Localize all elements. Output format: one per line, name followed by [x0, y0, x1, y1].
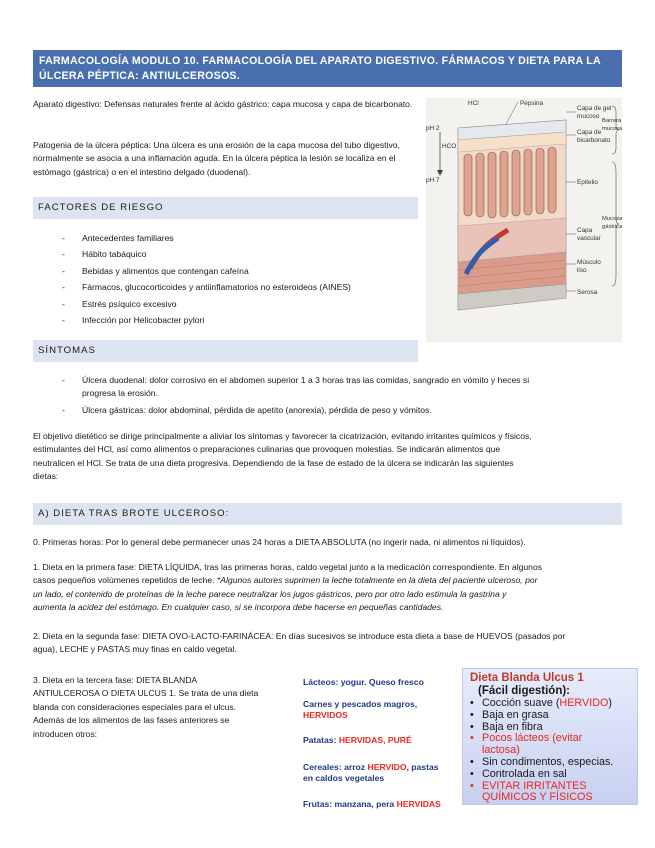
dieta-p1: 1. Dieta en la primera fase: DIETA LÍQUIDA, tras las primeras horas, caldo vegetal junto a la medicación correspondiente. En algunos casos pequeños volúmenes repetidos de leche. *Algunos autores suprimen la leche totalmente en la dieta del paciente ulceroso, por un lado, el contenido de proteínas de la leche parece neutralizar los jugos gástricos, pero por otro lado estimula la gastrina y aumenta la acidez del estómago. En cualquier caso, si se incorpora debe hacerse en pequeñas cantidades. [33, 562, 543, 613]
list-item: • Controlada en sal [470, 769, 631, 781]
dieta-p2: 2. Dieta en la segunda fase: DIETA OVO-LACTO-FARINÁCEA: En días sucesivos se introduce esta dieta a base de HUEVOS (pasados por agua), LECHE y PASTAS muy finas en caldo vegetal. [33, 631, 566, 655]
dieta-heading: A) DIETA TRAS BROTE ULCEROSO: [33, 503, 622, 525]
stomach-wall-diagram [426, 98, 622, 342]
label-barrera-2: mucosa [602, 126, 622, 132]
sintomas-heading: SÍNTOMAS [33, 340, 418, 362]
dieta-ulcus-box [462, 668, 638, 805]
list-item: - Bebidas y alimentos que contengan cafeína [62, 265, 249, 276]
list-item: • Baja en grasa [470, 710, 631, 722]
food-cereales: Cereales: arroz HERVIDO, pastas en caldos vegetales [303, 762, 439, 783]
food-carnes: Carnes y pescados magros, HERVIDOS [303, 699, 418, 720]
list-item: • Pocos lácteos (evitar lactosa) [470, 733, 631, 757]
food-patatas: Patatas: HERVIDAS, PURÉ [303, 735, 412, 745]
objetivo-paragraph: El objetivo dietético se dirige principalmente a aliviar los síntomas y favorecer la cicatrización, evitando irritantes químicos y físicos, estimulantes del HCl, así como alimentos o preparaciones culinarias que provoquen molestias. Se indicarán alimentos que neutralicen el HCl. Se trata de una dieta progresiva. Dependiendo de la fase de estado de la úlcera se indicarán las siguientes dietas: [33, 431, 532, 482]
defensas-paragraph: Aparato digestivo: Defensas naturales frente al ácido gástrico: capa mucosa y capa de bicarbonato. [33, 99, 413, 109]
factores-heading: FACTORES DE RIESGO [33, 197, 418, 219]
label-barrera-1: Barrera [602, 118, 622, 124]
label-serosa: Serosa [577, 289, 598, 296]
list-item: - Infección por Helicobacter pylori [62, 315, 205, 326]
stomach-wall-figure [426, 98, 622, 342]
factores-list [62, 232, 422, 327]
label-ph2: pH 2 [426, 125, 440, 132]
food-frutas: Frutas: manzana, pera HERVIDAS [303, 799, 441, 809]
list-item: - Antecedentes familiares [62, 233, 174, 243]
label-vascular-1: Capa [577, 227, 593, 234]
label-vascular-2: vascular [577, 235, 601, 242]
list-item: • Cocción suave (HERVIDO) [470, 698, 631, 710]
list-item: • EVITAR IRRITANTES QUÍMICOS Y FÍSICOS [470, 781, 631, 805]
label-bic-2: bicarbonato [577, 137, 611, 144]
list-item: - Úlcera duodenal: dolor corrosivo en el abdomen superior 1 a 3 horas tras las comidas, sangrado en vómito y heces si progresa la erosión. [62, 375, 530, 399]
ulcus-subtitle: (Fácil digestión): [478, 685, 570, 697]
list-item: - Fármacos, glucocorticoides y antiinflamatorios no esteroideos (AINES) [62, 282, 351, 293]
ulcus-list [470, 698, 631, 804]
label-hcl: HCl [468, 100, 479, 107]
label-epitelio: Epitelio [577, 179, 598, 186]
dieta-p0: 0. Primeras horas: Por lo general debe permanecer unas 24 horas a DIETA ABSOLUTA (no ingerir nada, ni alimentos ni líquidos). [33, 537, 526, 547]
label-musculo-1: Músculo [577, 259, 601, 266]
list-item: • Baja en fibra [470, 722, 631, 734]
list-item: - Hábito tabáquico [62, 249, 147, 260]
label-gel-1: Capa de gel [577, 105, 612, 112]
label-bic-1: Capa de [577, 129, 602, 136]
sintomas-list [62, 374, 622, 417]
label-pepsina: Pepsina [520, 100, 544, 107]
list-item: • Sin condimentos, especias. [470, 757, 631, 769]
list-item: - Estrés psíquico excesivo [62, 298, 177, 309]
list-item: - Úlcera gástricas: dolor abdominal, pérdida de apetito (anorexia), pérdida de peso y vómitos. [62, 404, 432, 415]
patogenia-paragraph: Patogenia de la úlcera péptica: Una úlcera es una erosión de la capa mucosa del tubo digestivo, normalmente se asocia a una inflamación aguda. En la úlcera péptica la lesión se localiza en el estómago (gástrica) o en el intestino delgado (duodenal). [33, 140, 400, 177]
dieta-p3: 3. Dieta en la tercera fase: DIETA BLANDA ANTIULCEROSA O DIETA ULCUS 1. Se trata de una dieta blanda con consideraciones especiales para el ulcus. Además de los alimentos de las fases anteriores se introducen otros: [33, 675, 259, 739]
label-mucosa-1: Mucosa [602, 216, 622, 222]
label-gel-2: mucoso [577, 113, 600, 120]
page-title: FARMACOLOGÍA MODULO 10. FARMACOLOGÍA DEL APARATO DIGESTIVO. FÁRMACOS Y DIETA PARA LA ÚLCERA PÉPTICA: ANTIULCEROSOS. [33, 50, 622, 87]
label-musculo-2: liso [577, 267, 587, 274]
label-ph7: pH 7 [426, 177, 440, 184]
ulcus-title: Dieta Blanda Ulcus 1 [470, 672, 584, 684]
label-mucosa-2: gástrica [602, 224, 622, 230]
food-lacteos: Lácteos: yogur. Queso fresco [303, 677, 424, 687]
label-hco3: HCO [442, 143, 457, 150]
